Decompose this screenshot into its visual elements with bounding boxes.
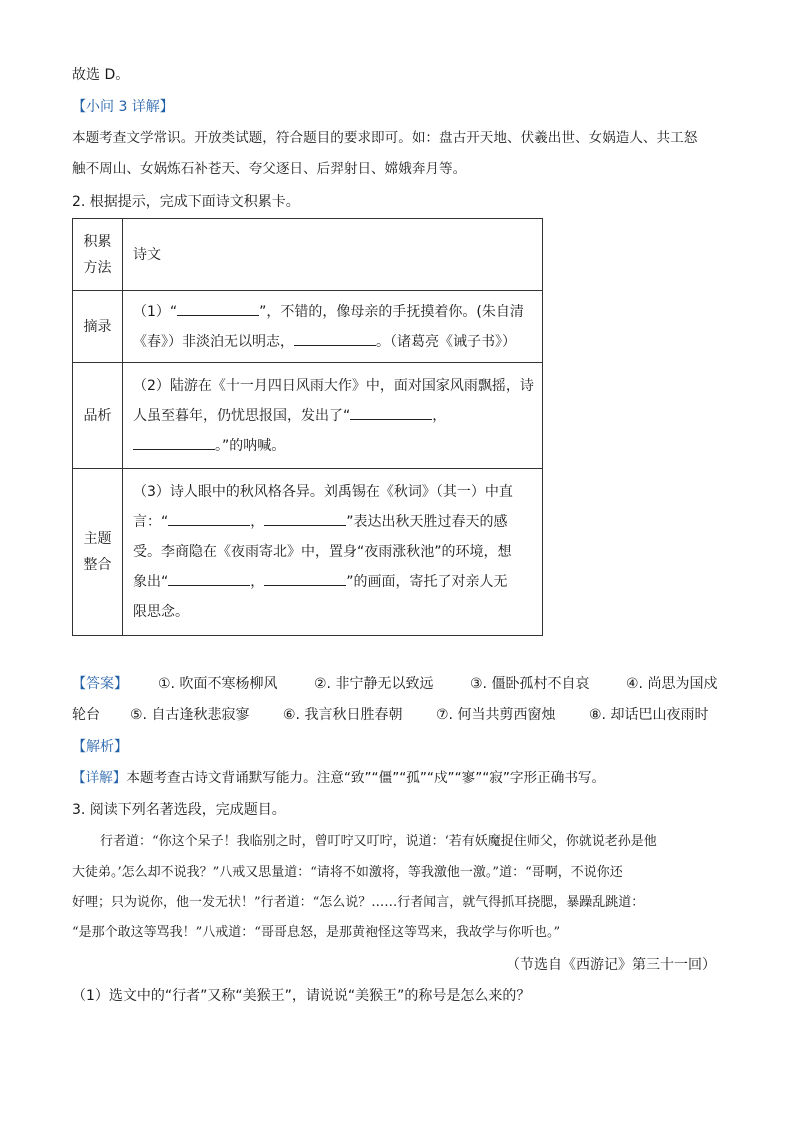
- fill-blank[interactable]: [264, 573, 346, 586]
- table-row: [73, 469, 543, 636]
- passage-line: 行者道：“你这个呆子！我临别之时，曾叮咛又叮咛，说道：‘若有妖魔捉住师父，你就说老孙是他: [100, 834, 657, 849]
- passage-source: （节选自《西游记》第三十一回）: [506, 957, 716, 973]
- text-segment: ，: [250, 514, 265, 530]
- fill-blank[interactable]: [294, 333, 376, 346]
- method-label: 摘录: [83, 318, 112, 335]
- content-cell: [123, 363, 543, 469]
- fill-blank[interactable]: [133, 437, 215, 450]
- answer-item: ②. 非宁静无以致远: [314, 676, 434, 692]
- method-cell: [73, 469, 123, 636]
- text-segment: 。”的呐喊。: [215, 437, 286, 454]
- text-line: 限思念。: [133, 604, 189, 620]
- text-segment: 《春》）非淡泊无以明志，: [133, 333, 294, 350]
- method-label: 主题: [83, 531, 112, 547]
- text-segment: 言：“: [133, 514, 169, 530]
- passage-line: “是那个敢这等骂我！”八戒道：“哥哥息怒，是那黄袍怪这等骂来，我故学与你听也。”: [72, 925, 561, 940]
- fill-blank[interactable]: [168, 513, 250, 526]
- table-row: [73, 363, 543, 469]
- text-segment: 人虽至暮年，仍忧思报国，发出了“: [133, 407, 351, 424]
- content-cell: [123, 291, 543, 363]
- answer-item: ⑧. 却话巴山夜雨时: [589, 707, 709, 723]
- text-segment: ”，不错的，像母亲的手抚摸着你。(朱自清: [259, 303, 524, 320]
- conclusion-line: 故选 D。: [72, 67, 130, 83]
- answer-label: 【答案】: [72, 676, 128, 692]
- question-2-title: 2. 根据提示，完成下面诗文积累卡。: [72, 194, 300, 210]
- answer-item: ⑤. 自古逢秋悲寂寥: [130, 707, 250, 723]
- question-3-title: 3. 阅读下列名著选段，完成题目。: [72, 802, 286, 818]
- text-segment: 。（诸葛亮《诫子书》）: [376, 333, 516, 350]
- text-segment: ，: [432, 407, 447, 424]
- text-segment: ”的画面，寄托了对亲人无: [346, 574, 508, 590]
- analysis-label: 【解析】: [72, 739, 128, 755]
- method-cell: [73, 363, 123, 469]
- table-row: [73, 291, 543, 363]
- paragraph-line: 触不周山、女娲炼石补苍天、夸父逐日、后羿射日、嫦娥奔月等。: [72, 161, 467, 177]
- answer-item: ③. 僵卧孤村不自哀: [470, 676, 590, 692]
- answer-item: ⑥. 我言秋日胜春朝: [283, 707, 403, 723]
- answer-item: ①. 吹面不寒杨柳风: [158, 676, 278, 692]
- text-segment: （1）“: [133, 303, 178, 320]
- method-header-line: 方法: [83, 259, 112, 276]
- sub-question-1: （1）选文中的“行者”又称“美猴王”，请说说“美猴王”的称号是怎么来的？: [72, 988, 531, 1004]
- text-segment: 象出“: [133, 574, 169, 590]
- text-segment: ”表达出秋天胜过春天的感: [346, 514, 508, 530]
- method-cell: [73, 291, 123, 363]
- paragraph-line: 本题考查文学常识。开放类试题，符合题目的要求即可。如：盘古开天地、伏羲出世、女娲造人、共工怒: [72, 130, 698, 146]
- q3-detail-header: 【小问 3 详解】: [72, 99, 174, 115]
- answer-item-continuation: 轮台: [72, 707, 100, 723]
- content-cell: [123, 469, 543, 636]
- detail-line: 【详解】本题考查古诗文背诵默写能力。注意“致”“僵”“孤”“戍”“寥”“寂”字形正确书写。: [72, 770, 606, 786]
- passage-line: 大徒弟。’怎么却不说我？”八戒又思量道：“请将不如激将，等我激他一激。”道：“哥啊，不说你还: [72, 865, 623, 880]
- text-segment: ，: [250, 574, 265, 590]
- answer-item: ⑦. 何当共剪西窗烛: [436, 707, 556, 723]
- content-header-cell: [123, 219, 543, 291]
- content-header-label: 诗文: [133, 246, 161, 263]
- fill-blank[interactable]: [177, 303, 259, 316]
- fill-blank[interactable]: [168, 573, 250, 586]
- method-header-cell: [73, 219, 123, 291]
- text-line: 受。李商隐在《夜雨寄北》中，置身“夜雨涨秋池”的环境，想: [133, 544, 512, 560]
- method-header-line: 积累: [83, 233, 112, 250]
- text-line: （2）陆游在《十一月四日风雨大作》中，面对国家风雨飘摇，诗: [133, 377, 534, 394]
- fill-blank[interactable]: [264, 513, 346, 526]
- table-header-row: [73, 219, 543, 291]
- answer-item: ④. 尚思为国戍: [626, 676, 718, 692]
- passage-line: 好哩；只为说你，他一发无状！”行者道：“怎么说？……行者闻言，就气得抓耳挠腮，暴躁乱跳道：: [72, 895, 645, 910]
- fill-blank[interactable]: [350, 407, 432, 420]
- method-label: 品析: [83, 407, 112, 424]
- method-label: 整合: [83, 557, 112, 573]
- text-line: （3）诗人眼中的秋风格各异。刘禹锡在《秋词》（其一）中直: [133, 484, 513, 500]
- poetry-accumulation-table: [72, 218, 543, 636]
